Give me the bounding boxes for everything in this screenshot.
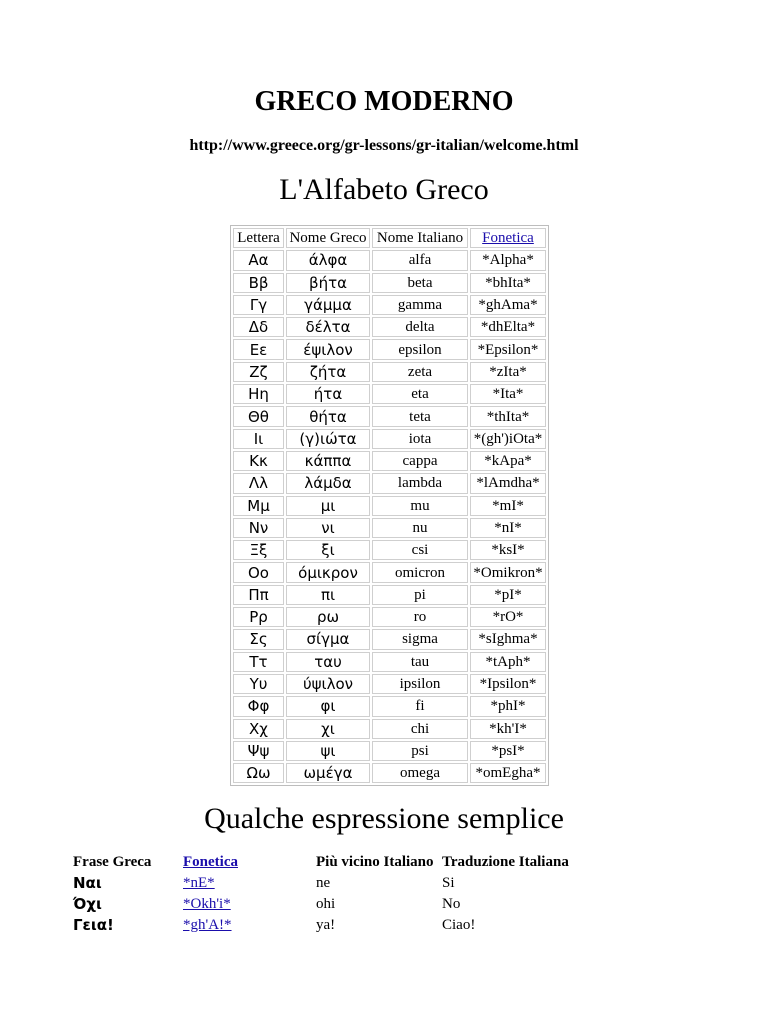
- greek-name-cell: νι: [286, 518, 370, 538]
- letter-cell: Ζζ: [233, 362, 284, 382]
- phonetic-cell: *kApa*: [470, 451, 546, 471]
- phonetic-cell: *thIta*: [470, 406, 546, 426]
- phonetic-cell: *Epsilon*: [470, 339, 546, 359]
- phonetic-cell: *mI*: [470, 496, 546, 516]
- greek-name-cell: ψι: [286, 741, 370, 761]
- source-url: http://www.greece.org/gr-lessons/gr-italian/welcome.html: [189, 137, 579, 154]
- letter-cell: Ββ: [233, 273, 284, 293]
- greek-name-cell: θήτα: [286, 406, 370, 426]
- italian-name-cell: zeta: [372, 362, 468, 382]
- alphabet-row: [233, 362, 546, 382]
- header-traduzione: Traduzione Italiana: [442, 854, 569, 870]
- phonetic-cell: *tAph*: [470, 652, 546, 672]
- italian-name-cell: sigma: [372, 629, 468, 649]
- letter-cell: Ρρ: [233, 607, 284, 627]
- greek-phrase: Ναι: [73, 874, 102, 892]
- letter-cell: Υυ: [233, 674, 284, 694]
- greek-name-cell: δέλτα: [286, 317, 370, 337]
- phonetic-cell: *kh'I*: [470, 719, 546, 739]
- letter-cell: Ψψ: [233, 741, 284, 761]
- letter-cell: Ωω: [233, 763, 284, 783]
- header-piu-vicino: Più vicino Italiano: [316, 854, 434, 870]
- alphabet-row: [233, 295, 546, 315]
- phonetic-cell: *Ipsilon*: [470, 674, 546, 694]
- phonetic-cell: *psI*: [470, 741, 546, 761]
- greek-name-cell: βήτα: [286, 273, 370, 293]
- alphabet-row: [233, 763, 546, 783]
- header-fonetica-expr[interactable]: [183, 852, 316, 873]
- expression-row: [71, 915, 602, 936]
- greek-name-cell: κάππα: [286, 451, 370, 471]
- italian-name-cell: gamma: [372, 295, 468, 315]
- letter-cell: Σς: [233, 629, 284, 649]
- italian-translation: Si: [442, 875, 455, 891]
- phonetic-cell[interactable]: [183, 894, 316, 915]
- greek-name-cell: άλφα: [286, 250, 370, 270]
- alphabet-row: [233, 384, 546, 404]
- italian-name-cell: ro: [372, 607, 468, 627]
- expressions-header-row: [71, 852, 602, 873]
- alphabet-row: [233, 562, 546, 582]
- letter-cell: Ττ: [233, 652, 284, 672]
- expressions-table: [71, 852, 602, 936]
- greek-name-cell: ύψιλον: [286, 674, 370, 694]
- letter-cell: Φφ: [233, 696, 284, 716]
- alphabet-table: [230, 225, 549, 786]
- greek-name-cell: ωμέγα: [286, 763, 370, 783]
- alphabet-heading: L'Alfabeto Greco: [279, 173, 489, 206]
- letter-cell: Νν: [233, 518, 284, 538]
- alphabet-row: [233, 317, 546, 337]
- alphabet-row: [233, 518, 546, 538]
- italian-name-cell: tau: [372, 652, 468, 672]
- italian-name-cell: ipsilon: [372, 674, 468, 694]
- alphabet-row: [233, 585, 546, 605]
- greek-name-cell: ρω: [286, 607, 370, 627]
- letter-cell: Ηη: [233, 384, 284, 404]
- phonetic-cell[interactable]: [183, 915, 316, 936]
- alphabet-row: [233, 496, 546, 516]
- alphabet-row: [233, 741, 546, 761]
- greek-name-cell: (γ)ιώτα: [286, 429, 370, 449]
- expression-row: [71, 873, 602, 894]
- greek-name-cell: σίγμα: [286, 629, 370, 649]
- phonetic-cell: *sIghma*: [470, 629, 546, 649]
- expression-row: [71, 894, 602, 915]
- greek-phrase: Όχι: [73, 895, 102, 913]
- greek-name-cell: φι: [286, 696, 370, 716]
- italian-name-cell: pi: [372, 585, 468, 605]
- italian-name-cell: chi: [372, 719, 468, 739]
- header-nome-italiano: Nome Italiano: [372, 228, 468, 248]
- alphabet-row: [233, 607, 546, 627]
- alphabet-row: [233, 429, 546, 449]
- alphabet-body: [233, 250, 546, 783]
- phonetic-cell: *rO*: [470, 607, 546, 627]
- closest-italian: ya!: [316, 917, 336, 933]
- greek-name-cell: ξι: [286, 540, 370, 560]
- fonetica-link[interactable]: Fonetica: [482, 230, 534, 247]
- letter-cell: Οο: [233, 562, 284, 582]
- header-frase-greca: Frase Greca: [73, 854, 152, 870]
- phonetic-cell: *Omikron*: [470, 562, 546, 582]
- letter-cell: Ππ: [233, 585, 284, 605]
- greek-name-cell: πι: [286, 585, 370, 605]
- header-nome-greco: Nome Greco: [286, 228, 370, 248]
- closest-italian: ne: [316, 875, 331, 891]
- italian-name-cell: epsilon: [372, 339, 468, 359]
- phonetic-cell: *ksI*: [470, 540, 546, 560]
- phonetic-link[interactable]: *Okh'i*: [183, 896, 231, 912]
- alphabet-row: [233, 406, 546, 426]
- phonetic-cell: *omEgha*: [470, 763, 546, 783]
- italian-name-cell: nu: [372, 518, 468, 538]
- italian-name-cell: omega: [372, 763, 468, 783]
- italian-name-cell: cappa: [372, 451, 468, 471]
- greek-name-cell: μι: [286, 496, 370, 516]
- italian-name-cell: eta: [372, 384, 468, 404]
- letter-cell: Ξξ: [233, 540, 284, 560]
- alphabet-row: [233, 273, 546, 293]
- alphabet-row: [233, 629, 546, 649]
- italian-name-cell: fi: [372, 696, 468, 716]
- greek-name-cell: ήτα: [286, 384, 370, 404]
- greek-name-cell: όμικρον: [286, 562, 370, 582]
- closest-italian: ohi: [316, 896, 336, 912]
- alphabet-row: [233, 696, 546, 716]
- alphabet-row: [233, 473, 546, 493]
- greek-name-cell: γάμμα: [286, 295, 370, 315]
- alphabet-row: [233, 674, 546, 694]
- greek-name-cell: έψιλον: [286, 339, 370, 359]
- letter-cell: Μμ: [233, 496, 284, 516]
- letter-cell: Ιι: [233, 429, 284, 449]
- phonetic-cell: *phI*: [470, 696, 546, 716]
- greek-name-cell: ταυ: [286, 652, 370, 672]
- phonetic-cell: *Alpha*: [470, 250, 546, 270]
- alphabet-row: [233, 339, 546, 359]
- header-fonetica[interactable]: [470, 228, 546, 248]
- phonetic-cell[interactable]: [183, 873, 316, 894]
- fonetica-expr-link[interactable]: Fonetica: [183, 854, 238, 870]
- italian-translation: Ciao!: [442, 917, 476, 933]
- greek-name-cell: χι: [286, 719, 370, 739]
- alphabet-row: [233, 719, 546, 739]
- header-lettera: Lettera: [233, 228, 284, 248]
- expressions-heading: Qualche espressione semplice: [204, 802, 564, 835]
- greek-phrase: Γεια!: [73, 916, 114, 934]
- letter-cell: Λλ: [233, 473, 284, 493]
- phonetic-cell: *pI*: [470, 585, 546, 605]
- phonetic-cell: *ghAma*: [470, 295, 546, 315]
- italian-name-cell: iota: [372, 429, 468, 449]
- phonetic-link[interactable]: *nE*: [183, 875, 215, 891]
- alphabet-row: [233, 652, 546, 672]
- alphabet-row: [233, 250, 546, 270]
- italian-name-cell: alfa: [372, 250, 468, 270]
- italian-name-cell: teta: [372, 406, 468, 426]
- letter-cell: Γγ: [233, 295, 284, 315]
- alphabet-row: [233, 451, 546, 471]
- italian-translation: No: [442, 896, 461, 912]
- phonetic-link[interactable]: *gh'A!*: [183, 917, 232, 933]
- letter-cell: Δδ: [233, 317, 284, 337]
- letter-cell: Κκ: [233, 451, 284, 471]
- alphabet-row: [233, 540, 546, 560]
- phonetic-cell: *nI*: [470, 518, 546, 538]
- letter-cell: Εε: [233, 339, 284, 359]
- italian-name-cell: mu: [372, 496, 468, 516]
- expressions-body: [71, 873, 602, 936]
- greek-name-cell: λάμδα: [286, 473, 370, 493]
- greek-name-cell: ζήτα: [286, 362, 370, 382]
- phonetic-cell: *dhElta*: [470, 317, 546, 337]
- page-title: GRECO MODERNO: [254, 86, 514, 117]
- phonetic-cell: *Ita*: [470, 384, 546, 404]
- letter-cell: Θθ: [233, 406, 284, 426]
- italian-name-cell: omicron: [372, 562, 468, 582]
- phonetic-cell: *bhIta*: [470, 273, 546, 293]
- letter-cell: Αα: [233, 250, 284, 270]
- italian-name-cell: delta: [372, 317, 468, 337]
- italian-name-cell: beta: [372, 273, 468, 293]
- italian-name-cell: csi: [372, 540, 468, 560]
- phonetic-cell: *(gh')iOta*: [470, 429, 546, 449]
- letter-cell: Χχ: [233, 719, 284, 739]
- phonetic-cell: *zIta*: [470, 362, 546, 382]
- italian-name-cell: psi: [372, 741, 468, 761]
- phonetic-cell: *lAmdha*: [470, 473, 546, 493]
- alphabet-header-row: [233, 228, 546, 248]
- italian-name-cell: lambda: [372, 473, 468, 493]
